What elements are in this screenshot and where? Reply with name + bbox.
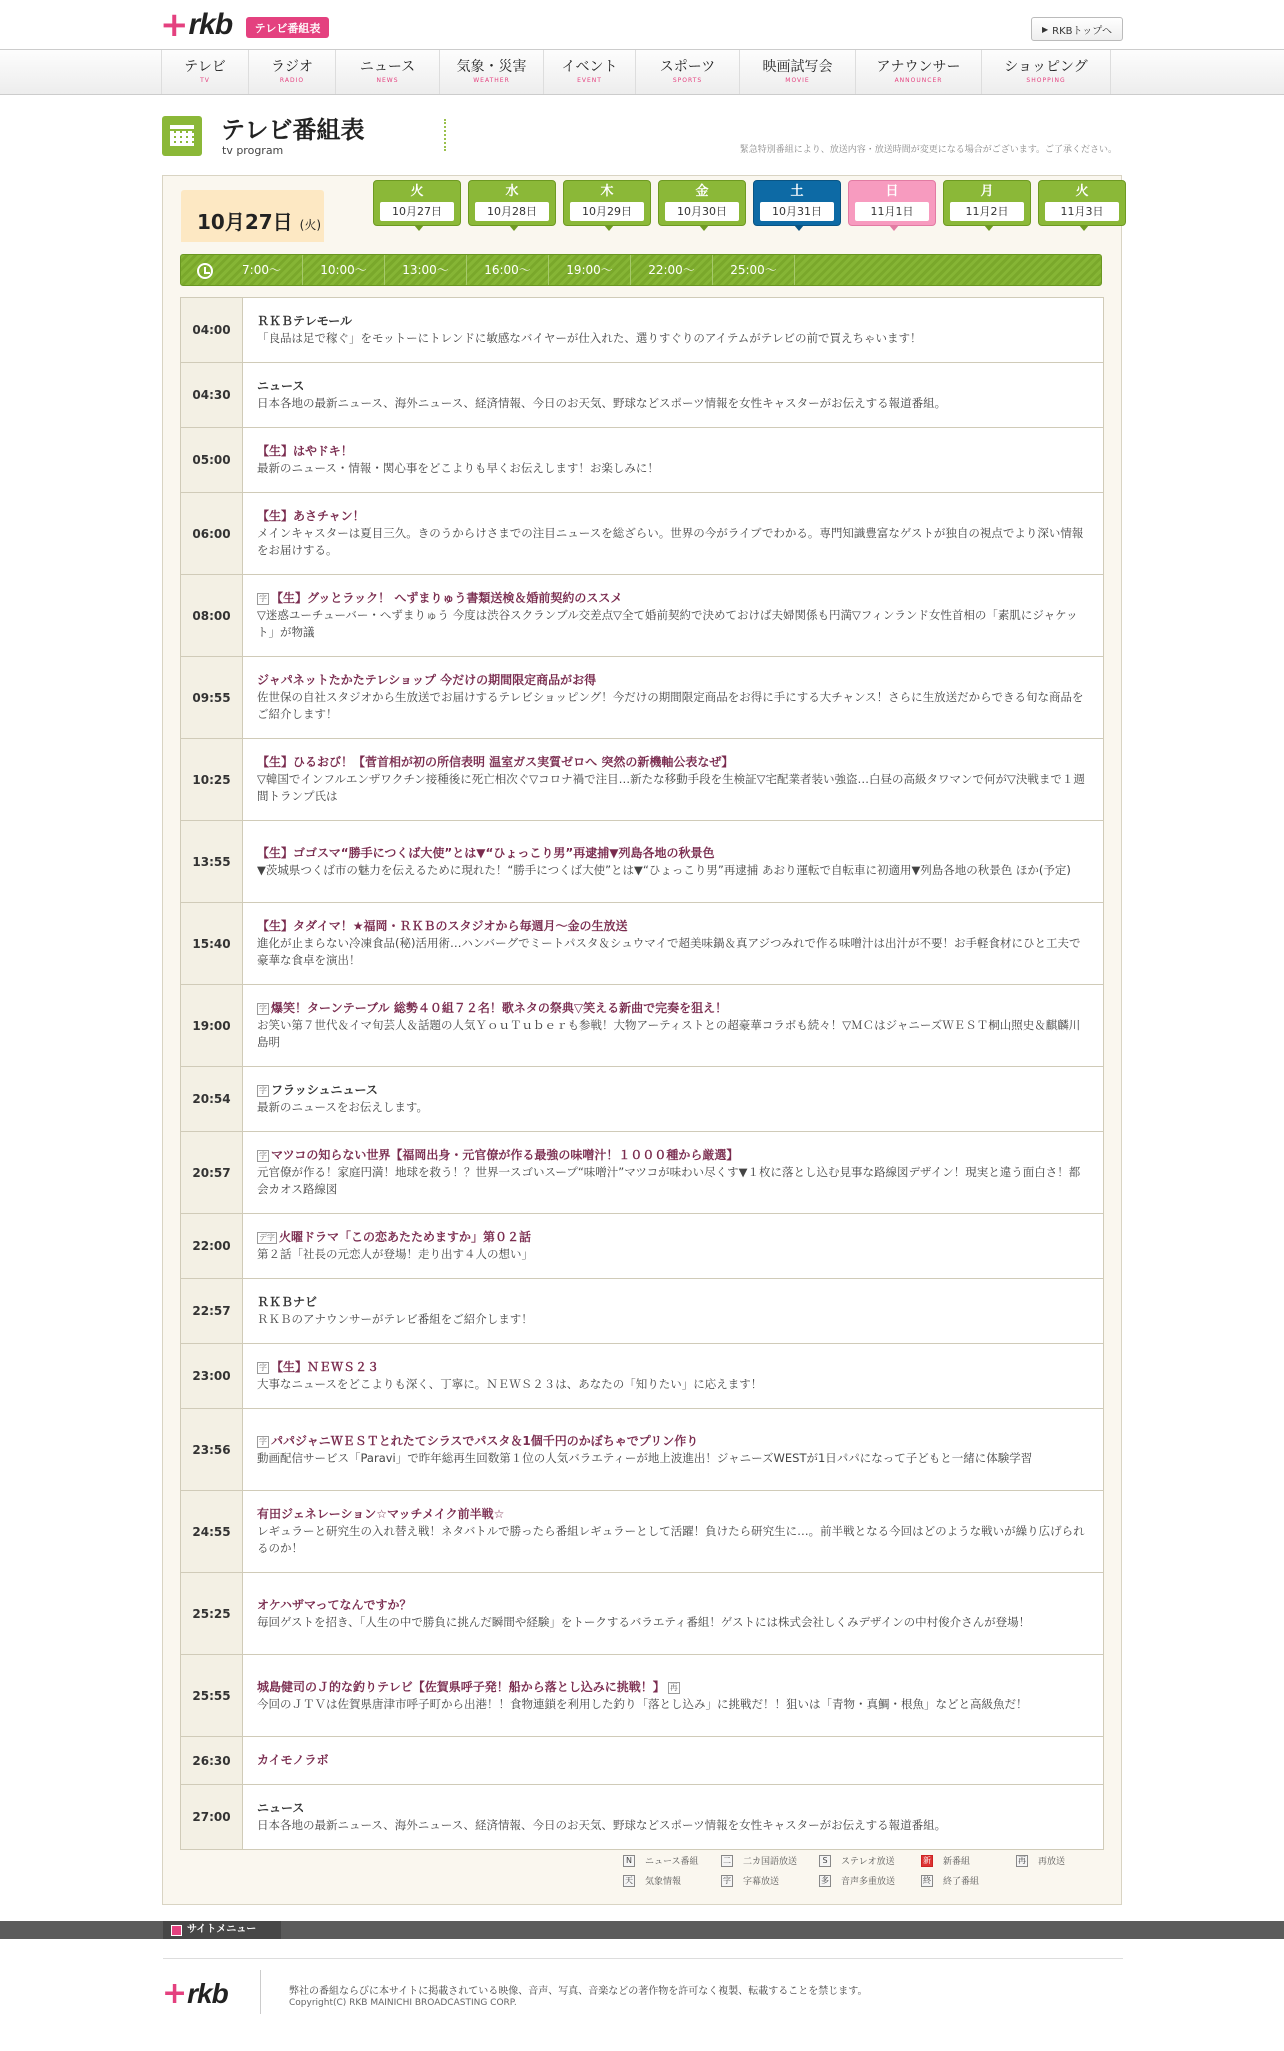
day-date: 11月1日 bbox=[855, 202, 929, 221]
time-jump-bar bbox=[180, 254, 1102, 286]
copyright: Copyright(C) RKB MAINICHI BROADCASTING CORP. bbox=[289, 1998, 517, 2008]
legend-item bbox=[721, 1854, 797, 1867]
program-title-row bbox=[257, 1679, 1089, 1696]
program-description: 「良品は足で稼ぐ」をモットーにトレンドに敏感なバイヤーが仕入れた、選りすぐりのアイテムがテレビの前で買えちゃいます！ bbox=[257, 331, 922, 345]
time-link[interactable]: 13:00～ bbox=[385, 255, 467, 285]
program-title[interactable]: 有田ジェネレーション☆マッチメイク前半戦☆ bbox=[257, 1507, 505, 1521]
program-title[interactable]: 城島健司のＪ的な釣りテレビ【佐賀県呼子発！船から落とし込みに挑戦！】 bbox=[257, 1679, 665, 1694]
nav-item-shopping[interactable] bbox=[982, 50, 1111, 94]
nav-sublabel: WEATHER bbox=[473, 77, 510, 84]
program-title-row bbox=[257, 1000, 1089, 1017]
nav-label: イベント bbox=[561, 59, 618, 75]
rkb-top-link[interactable] bbox=[1031, 17, 1123, 41]
subtitle-icon: 字 bbox=[259, 1004, 267, 1013]
time-link[interactable]: 10:00～ bbox=[303, 255, 385, 285]
program-time: 23:00 bbox=[181, 1344, 243, 1408]
program-time: 04:30 bbox=[181, 363, 243, 427]
day-date: 10月30日 bbox=[665, 202, 739, 221]
program-title-row bbox=[257, 1082, 1089, 1099]
subtitle-icon: 字 bbox=[259, 1086, 267, 1095]
program-title-row bbox=[257, 1147, 1089, 1164]
program-info bbox=[243, 1214, 1103, 1278]
logo-plus-mark: + bbox=[160, 5, 189, 45]
nav-label: 気象・災害 bbox=[456, 59, 527, 75]
tab-arrow-icon bbox=[889, 225, 899, 231]
divider bbox=[444, 119, 446, 151]
rerun-icon: 再 bbox=[1018, 1855, 1026, 1865]
program-description: 日本各地の最新ニュース、海外ニュース、経済情報、今日のお天気、野球などスポーツ情報を女性キャスターがお伝えする報道番組。 bbox=[257, 1818, 947, 1832]
program-info bbox=[243, 1573, 1103, 1654]
program-row bbox=[180, 821, 1104, 903]
program-row bbox=[180, 428, 1104, 493]
program-row bbox=[180, 1067, 1104, 1132]
program-title[interactable]: カイモノラボ bbox=[257, 1753, 329, 1767]
program-description: 進化が止まらない冷凍食品(秘)活用術…ハンバーグでミートパスタ＆シュウマイで超美味鍋＆真アジつみれで作る味噌汁は出汁が不要！お手軽食材にひと工夫で豪華な食卓を演出！ bbox=[257, 936, 1081, 967]
program-description: 今回のＪＴＶは佐賀県唐津市呼子町から出港！！食物連鎖を利用した釣り「落とし込み」に挑戦だ！！狙いは「青物・真鯛・根魚」などと高級魚だ！ bbox=[257, 1696, 1028, 1711]
program-description: 最新のニュースをお伝えします。 bbox=[257, 1100, 429, 1114]
play-arrow-icon: ▶ bbox=[1041, 24, 1049, 34]
program-info bbox=[243, 1655, 1103, 1736]
program-description: 毎回ゲストを招き、「人生の中で勝負に挑んだ瞬間や経験」をトークするバラエティ番組！ゲストには株式会社しくみデザインの中村俊介さんが登場！ bbox=[257, 1614, 1031, 1629]
program-row bbox=[180, 985, 1104, 1067]
program-row bbox=[180, 657, 1104, 739]
day-of-week: 水 bbox=[505, 184, 519, 199]
nav-label: 映画試写会 bbox=[762, 59, 833, 75]
program-description: ▼茨城県つくば市の魅力を伝えるために現れた！“勝手につくば大使”とは▼“ひょっこり男”再逮捕 あおり運転で自転車に初適用▼列島各地の秋景色 ほか(予定) bbox=[257, 862, 1071, 877]
program-title-row bbox=[257, 313, 1089, 330]
subtitle-icon: 字 bbox=[259, 1151, 267, 1160]
day-date: 11月2日 bbox=[950, 202, 1024, 221]
program-description: 最新のニュース・情報・関心事をどこよりも早くお伝えします！お楽しみに！ bbox=[257, 461, 659, 475]
footer-divider bbox=[163, 1958, 1123, 1959]
program-description: 第２話「社長の元恋人が登場！走り出す４人の想い」 bbox=[257, 1247, 533, 1261]
program-table bbox=[180, 297, 1104, 1850]
legend-label: 二カ国語放送 bbox=[743, 1857, 798, 1867]
program-time: 24:55 bbox=[181, 1491, 243, 1572]
nav-sublabel: SPORTS bbox=[672, 77, 703, 84]
site-menu-bar bbox=[0, 1921, 1284, 1939]
multi-audio-icon: 多 bbox=[821, 1875, 829, 1885]
program-row bbox=[180, 1491, 1104, 1573]
program-row bbox=[180, 1655, 1104, 1737]
program-row bbox=[180, 575, 1104, 657]
copyright-notice: 弊社の番組ならびに本サイトに掲載されている映像、音声、写真、音楽などの著作物を許可なく複製、転載することを禁じます。 bbox=[289, 1986, 868, 1997]
program-title[interactable]: ＲＫＢナビ bbox=[257, 1295, 318, 1309]
subtitle-icon: 字 bbox=[259, 1363, 267, 1372]
program-title-row bbox=[257, 443, 1089, 460]
tab-arrow-icon bbox=[414, 225, 424, 231]
nav-sublabel: NEWS bbox=[376, 77, 399, 84]
program-info bbox=[243, 1737, 1103, 1784]
logo-wordmark: rkb bbox=[187, 1977, 228, 2009]
program-row bbox=[180, 363, 1104, 428]
day-of-week: 月 bbox=[980, 184, 994, 199]
nav-sublabel: TV bbox=[200, 77, 210, 84]
subtitle-icon: 字 bbox=[259, 1436, 267, 1446]
program-row bbox=[180, 1214, 1104, 1279]
program-time: 25:25 bbox=[181, 1573, 243, 1654]
program-info bbox=[243, 657, 1103, 738]
program-description: メインキャスターは夏目三久。きのうからけさまでの注目ニュースを総ざらい。世界の今がライブでわかる。専門知識豊富なゲストが独自の視点でより深い情報をお届けする。 bbox=[257, 526, 1084, 557]
program-title[interactable]: ニュース bbox=[257, 1801, 305, 1815]
program-time: 20:54 bbox=[181, 1067, 243, 1131]
legend-label: 字幕放送 bbox=[743, 1877, 780, 1887]
program-info bbox=[243, 1344, 1103, 1408]
program-time: 05:00 bbox=[181, 428, 243, 492]
day-of-week: 土 bbox=[790, 184, 804, 199]
nav-item-radio[interactable] bbox=[249, 50, 336, 94]
subtitle-icon: 字 bbox=[259, 594, 267, 603]
program-time: 09:55 bbox=[181, 657, 243, 738]
program-row bbox=[180, 298, 1104, 363]
day-of-week: 火 bbox=[1075, 184, 1089, 199]
nav-sublabel: SHOPPING bbox=[1026, 77, 1066, 84]
legend-item bbox=[623, 1874, 681, 1887]
tab-arrow-icon bbox=[699, 225, 709, 231]
time-link[interactable]: 7:00～ bbox=[221, 255, 303, 285]
rerun-icon: 再 bbox=[669, 1682, 678, 1692]
program-title[interactable]: 【生】ひるおび！【菅首相が初の所信表明 温室ガス実質ゼロへ 突然の新機軸公表なぜ】 bbox=[257, 755, 734, 769]
program-title[interactable]: 【生】あさチャン！ bbox=[257, 509, 365, 523]
nav-item-movie[interactable] bbox=[740, 50, 856, 94]
program-description: ▽迷惑ユーチューバー・へずまりゅう 今度は渋谷スクランブル交差点▽全て婚前契約で決めておけば夫婦関係も円満▽フィンランド女性首相の「素肌にジャケット」が物議 bbox=[257, 608, 1078, 639]
nav-sublabel: EVENT bbox=[577, 77, 602, 84]
logo-wordmark: rkb bbox=[188, 8, 233, 41]
legend-label: 終了番組 bbox=[943, 1877, 980, 1887]
program-info bbox=[243, 1132, 1103, 1213]
news-icon: N bbox=[623, 1855, 635, 1867]
program-title[interactable]: 【生】ゴゴスマ“勝手につくば大使”とは▼“ひょっこり男”再逮捕▼列島各地の秋景色 bbox=[257, 845, 715, 860]
program-time: 19:00 bbox=[181, 985, 243, 1066]
selected-date-value: 10月27日 bbox=[197, 210, 293, 234]
program-info bbox=[243, 985, 1103, 1066]
day-tab[interactable] bbox=[1038, 180, 1126, 226]
time-link[interactable]: 25:00～ bbox=[713, 255, 795, 285]
program-row bbox=[180, 1132, 1104, 1214]
nav-item-sports[interactable] bbox=[636, 50, 740, 94]
footer-logo[interactable] bbox=[162, 1976, 228, 2011]
global-nav bbox=[0, 49, 1284, 95]
program-title-row bbox=[257, 1597, 1089, 1614]
subtitle-icon: デ字 bbox=[259, 1233, 275, 1242]
time-link[interactable]: 22:00～ bbox=[631, 255, 713, 285]
legend-item bbox=[921, 1874, 979, 1887]
day-date: 10月31日 bbox=[760, 202, 834, 221]
program-description: ▽韓国でインフルエンザワクチン接種後に死亡相次ぐ▽コロナ禍で注目…新たな移動手段を生検証▽宅配業者装い強盗…白昼の高級タワマンで何が▽決戦まで１週間トランプ氏は bbox=[257, 772, 1085, 803]
program-description: レギュラーと研究生の入れ替え戦！ネタバトルで勝ったら番組レギュラーとして活躍！負けたら研究生に…。前半戦となる今回はどのような戦いが繰り広げられるのか！ bbox=[257, 1524, 1085, 1555]
program-time: 15:40 bbox=[181, 903, 243, 984]
day-date: 11月3日 bbox=[1045, 202, 1119, 221]
footer-separator bbox=[260, 1970, 261, 2014]
nav-label: ショッピング bbox=[1004, 59, 1088, 75]
legend-label: ステレオ放送 bbox=[841, 1857, 895, 1867]
program-info bbox=[243, 493, 1103, 574]
program-info bbox=[243, 1491, 1103, 1572]
program-row bbox=[180, 1785, 1104, 1850]
legend-item bbox=[819, 1854, 895, 1867]
day-tab[interactable] bbox=[468, 180, 556, 226]
nav-sublabel: MOVIE bbox=[785, 77, 810, 84]
program-title-row bbox=[257, 1800, 1089, 1817]
time-link[interactable]: 16:00～ bbox=[467, 255, 549, 285]
program-time: 27:00 bbox=[181, 1785, 243, 1849]
day-date: 10月28日 bbox=[475, 202, 549, 221]
program-info bbox=[243, 821, 1103, 902]
nav-label: アナウンサー bbox=[876, 59, 961, 75]
day-tab[interactable] bbox=[373, 180, 461, 226]
page-header bbox=[162, 116, 1122, 164]
legend-item bbox=[721, 1874, 779, 1887]
nav-item-weather[interactable] bbox=[440, 50, 544, 94]
program-row bbox=[180, 1344, 1104, 1409]
program-info bbox=[243, 1067, 1103, 1131]
program-title-row bbox=[257, 590, 1089, 607]
program-title[interactable]: 【生】はやドキ！ bbox=[257, 444, 353, 458]
tab-arrow-icon bbox=[604, 225, 614, 231]
day-tabs bbox=[373, 180, 1126, 226]
program-title[interactable]: ＲＫＢテレモール bbox=[257, 314, 353, 328]
day-tab-saturday[interactable] bbox=[753, 180, 841, 226]
program-time: 04:00 bbox=[181, 298, 243, 362]
nav-sublabel: RADIO bbox=[279, 77, 305, 84]
day-of-week: 木 bbox=[600, 184, 614, 199]
legend-label: 気象情報 bbox=[645, 1877, 682, 1887]
calendar-icon bbox=[162, 116, 202, 156]
legend-label: 新番組 bbox=[943, 1857, 971, 1867]
nav-label: ラジオ bbox=[271, 59, 313, 75]
program-title-row bbox=[257, 845, 1089, 862]
program-title[interactable]: オケハザマってなんですか？ bbox=[257, 1597, 412, 1612]
program-row bbox=[180, 493, 1104, 575]
schedule-panel bbox=[162, 175, 1122, 1905]
program-title-row bbox=[257, 1433, 1089, 1450]
program-description: 佐世保の自社スタジオから生放送でお届けするテレビショッピング！今だけの期間限定商品をお得に手にする大チャンス！さらに生放送だからできる旬な商品をご紹介します！ bbox=[257, 690, 1084, 721]
program-time: 13:55 bbox=[181, 821, 243, 902]
rkb-logo[interactable] bbox=[160, 5, 240, 45]
page-title: テレビ番組表 bbox=[221, 116, 365, 144]
final-episode-icon: 終 bbox=[923, 1875, 931, 1885]
legend-item bbox=[819, 1874, 895, 1887]
legend-item bbox=[623, 1854, 699, 1867]
program-info bbox=[243, 903, 1103, 984]
program-row bbox=[180, 1573, 1104, 1655]
program-time: 25:55 bbox=[181, 1655, 243, 1736]
nav-label: ニュース bbox=[359, 59, 416, 75]
tab-arrow-icon bbox=[1079, 225, 1089, 231]
day-date: 10月27日 bbox=[380, 202, 454, 221]
program-info bbox=[243, 1785, 1103, 1849]
program-title-row bbox=[257, 508, 1089, 525]
program-time: 22:00 bbox=[181, 1214, 243, 1278]
clock-icon bbox=[197, 263, 213, 279]
schedule-notice: 緊急特別番組により、放送内容・放送時間が変更になる場合がございます。ご了承ください。 bbox=[739, 145, 1117, 155]
day-date: 10月29日 bbox=[570, 202, 644, 221]
legend-item bbox=[921, 1854, 970, 1867]
program-info bbox=[243, 363, 1103, 427]
stereo-icon: S bbox=[819, 1855, 831, 1867]
legend-label: 音声多重放送 bbox=[841, 1877, 896, 1887]
nav-item-tv[interactable] bbox=[162, 50, 249, 94]
program-title-row bbox=[257, 1359, 1089, 1376]
day-tab[interactable] bbox=[563, 180, 651, 226]
program-time: 10:25 bbox=[181, 739, 243, 820]
program-description: 元官僚が作る！家庭円満！地球を救う！？世界一スゴいスープ“味噌汁”マツコが味わい尽くす▼１枚に落とし込む見事な路線図デザイン！現実と違う面白さ！都会カオス路線図 bbox=[257, 1165, 1081, 1196]
nav-item-news[interactable] bbox=[336, 50, 440, 94]
program-info bbox=[243, 575, 1103, 656]
program-title-row bbox=[257, 672, 1089, 689]
rkb-top-link-label: RKBトップへ bbox=[1052, 25, 1113, 37]
selected-date-day: (火) bbox=[299, 218, 322, 232]
program-time: 20:57 bbox=[181, 1132, 243, 1213]
program-info bbox=[243, 1409, 1103, 1490]
bilingual-icon: 二 bbox=[723, 1855, 731, 1865]
program-title[interactable]: 【生】ＮＥＷＳ２３ bbox=[271, 1360, 380, 1374]
program-title[interactable]: 【生】グッとラック！ へずまりゅう書類送検＆婚前契約のススメ bbox=[271, 591, 623, 605]
legend-label: ニュース番組 bbox=[645, 1857, 699, 1867]
program-description: 大事なニュースをどこよりも深く、丁寧に。ＮＥＷＳ２３は、あなたの「知りたい」に応えます！ bbox=[257, 1377, 763, 1391]
day-tab[interactable] bbox=[943, 180, 1031, 226]
tab-arrow-icon bbox=[794, 225, 804, 231]
program-title-row bbox=[257, 1506, 1089, 1523]
time-link[interactable]: 19:00～ bbox=[549, 255, 631, 285]
program-title[interactable]: ニュース bbox=[257, 379, 305, 393]
program-title[interactable]: 爆笑！ターンテーブル 総勢４０組７２名！歌ネタの祭典▽笑える新曲で完奏を狙え！ bbox=[271, 1001, 728, 1015]
selected-date-tab bbox=[181, 190, 324, 242]
nav-sublabel: ANNOUNCER bbox=[894, 77, 943, 84]
program-title[interactable]: 【生】タダイマ！★福岡・ＲＫＢのスタジオから毎週月～金の生放送 bbox=[257, 919, 628, 933]
program-info bbox=[243, 1279, 1103, 1343]
program-time: 08:00 bbox=[181, 575, 243, 656]
logo-plus-mark: + bbox=[162, 1976, 188, 2011]
nav-label: スポーツ bbox=[659, 59, 716, 75]
program-row bbox=[180, 1737, 1104, 1785]
day-of-week: 日 bbox=[885, 184, 899, 199]
day-tab-sunday[interactable] bbox=[848, 180, 936, 226]
day-of-week: 火 bbox=[410, 184, 424, 199]
legend-label: 再放送 bbox=[1038, 1857, 1066, 1867]
top-bar bbox=[0, 0, 1284, 49]
program-title-row bbox=[257, 1294, 1089, 1311]
program-row bbox=[180, 1409, 1104, 1491]
program-title-row bbox=[257, 1229, 1089, 1246]
legend bbox=[623, 1854, 1103, 1894]
program-description: 日本各地の最新ニュース、海外ニュース、経済情報、今日のお天気、野球などスポーツ情報を女性キャスターがお伝えする報道番組。 bbox=[257, 396, 947, 410]
program-time: 26:30 bbox=[181, 1737, 243, 1784]
nav-label: テレビ bbox=[184, 59, 226, 75]
program-title[interactable]: パパジャニＷＥＳＴとれたてシラスでパスタ＆1個千円のかぼちゃでプリン作り bbox=[271, 1433, 699, 1448]
program-info bbox=[243, 428, 1103, 492]
program-time: 23:56 bbox=[181, 1409, 243, 1490]
subtitle-icon: 字 bbox=[723, 1875, 731, 1885]
program-title[interactable]: 火曜ドラマ「この恋あたためますか」第０２話 bbox=[279, 1230, 532, 1244]
tab-arrow-icon bbox=[509, 225, 519, 231]
program-info bbox=[243, 739, 1103, 820]
program-row bbox=[180, 739, 1104, 821]
program-title[interactable]: マツコの知らない世界【福岡出身・元官僚が作る最強の味噌汁！１０００種から厳選】 bbox=[271, 1148, 739, 1162]
program-title-row bbox=[257, 754, 1089, 771]
program-time: 22:57 bbox=[181, 1279, 243, 1343]
program-title[interactable]: ジャパネットたかたテレショップ 今だけの期間限定商品がお得 bbox=[257, 673, 597, 687]
page-subtitle: tv program bbox=[222, 144, 284, 157]
program-row bbox=[180, 903, 1104, 985]
legend-item bbox=[1016, 1854, 1065, 1867]
program-title-row bbox=[257, 918, 1089, 935]
tv-program-badge: テレビ番組表 bbox=[246, 17, 329, 38]
day-tab[interactable] bbox=[658, 180, 746, 226]
tab-arrow-icon bbox=[984, 225, 994, 231]
program-time: 06:00 bbox=[181, 493, 243, 574]
day-of-week: 金 bbox=[695, 184, 709, 199]
new-program-icon: 新 bbox=[923, 1855, 931, 1865]
program-row bbox=[180, 1279, 1104, 1344]
program-description: 動画配信サービス「Paravi」で昨年総再生回数第１位の人気バラエティーが地上波進出！ジャニーズWESTが1日パパになって子どもと一緒に体験学習 bbox=[257, 1450, 1033, 1465]
program-title-row bbox=[257, 1752, 1089, 1769]
program-description: お笑い第７世代＆イマ旬芸人＆話題の人気ＹｏｕＴｕｂｅｒも参戦！大物アーティストとの超豪華コラボも続々！▽ＭＣはジャニーズＷＥＳＴ桐山照史＆麒麟川島明 bbox=[257, 1018, 1081, 1049]
site-menu-toggle[interactable]: サイトメニュー bbox=[163, 1921, 281, 1939]
program-title-row bbox=[257, 378, 1089, 395]
nav-item-announcer[interactable] bbox=[856, 50, 982, 94]
program-info bbox=[243, 298, 1103, 362]
weather-icon: 天 bbox=[625, 1875, 633, 1885]
selected-date bbox=[197, 206, 321, 235]
nav-item-event[interactable] bbox=[544, 50, 636, 94]
program-title[interactable]: フラッシュニュース bbox=[271, 1083, 378, 1097]
program-description: ＲＫＢのアナウンサーがテレビ番組をご紹介します！ bbox=[257, 1312, 533, 1326]
